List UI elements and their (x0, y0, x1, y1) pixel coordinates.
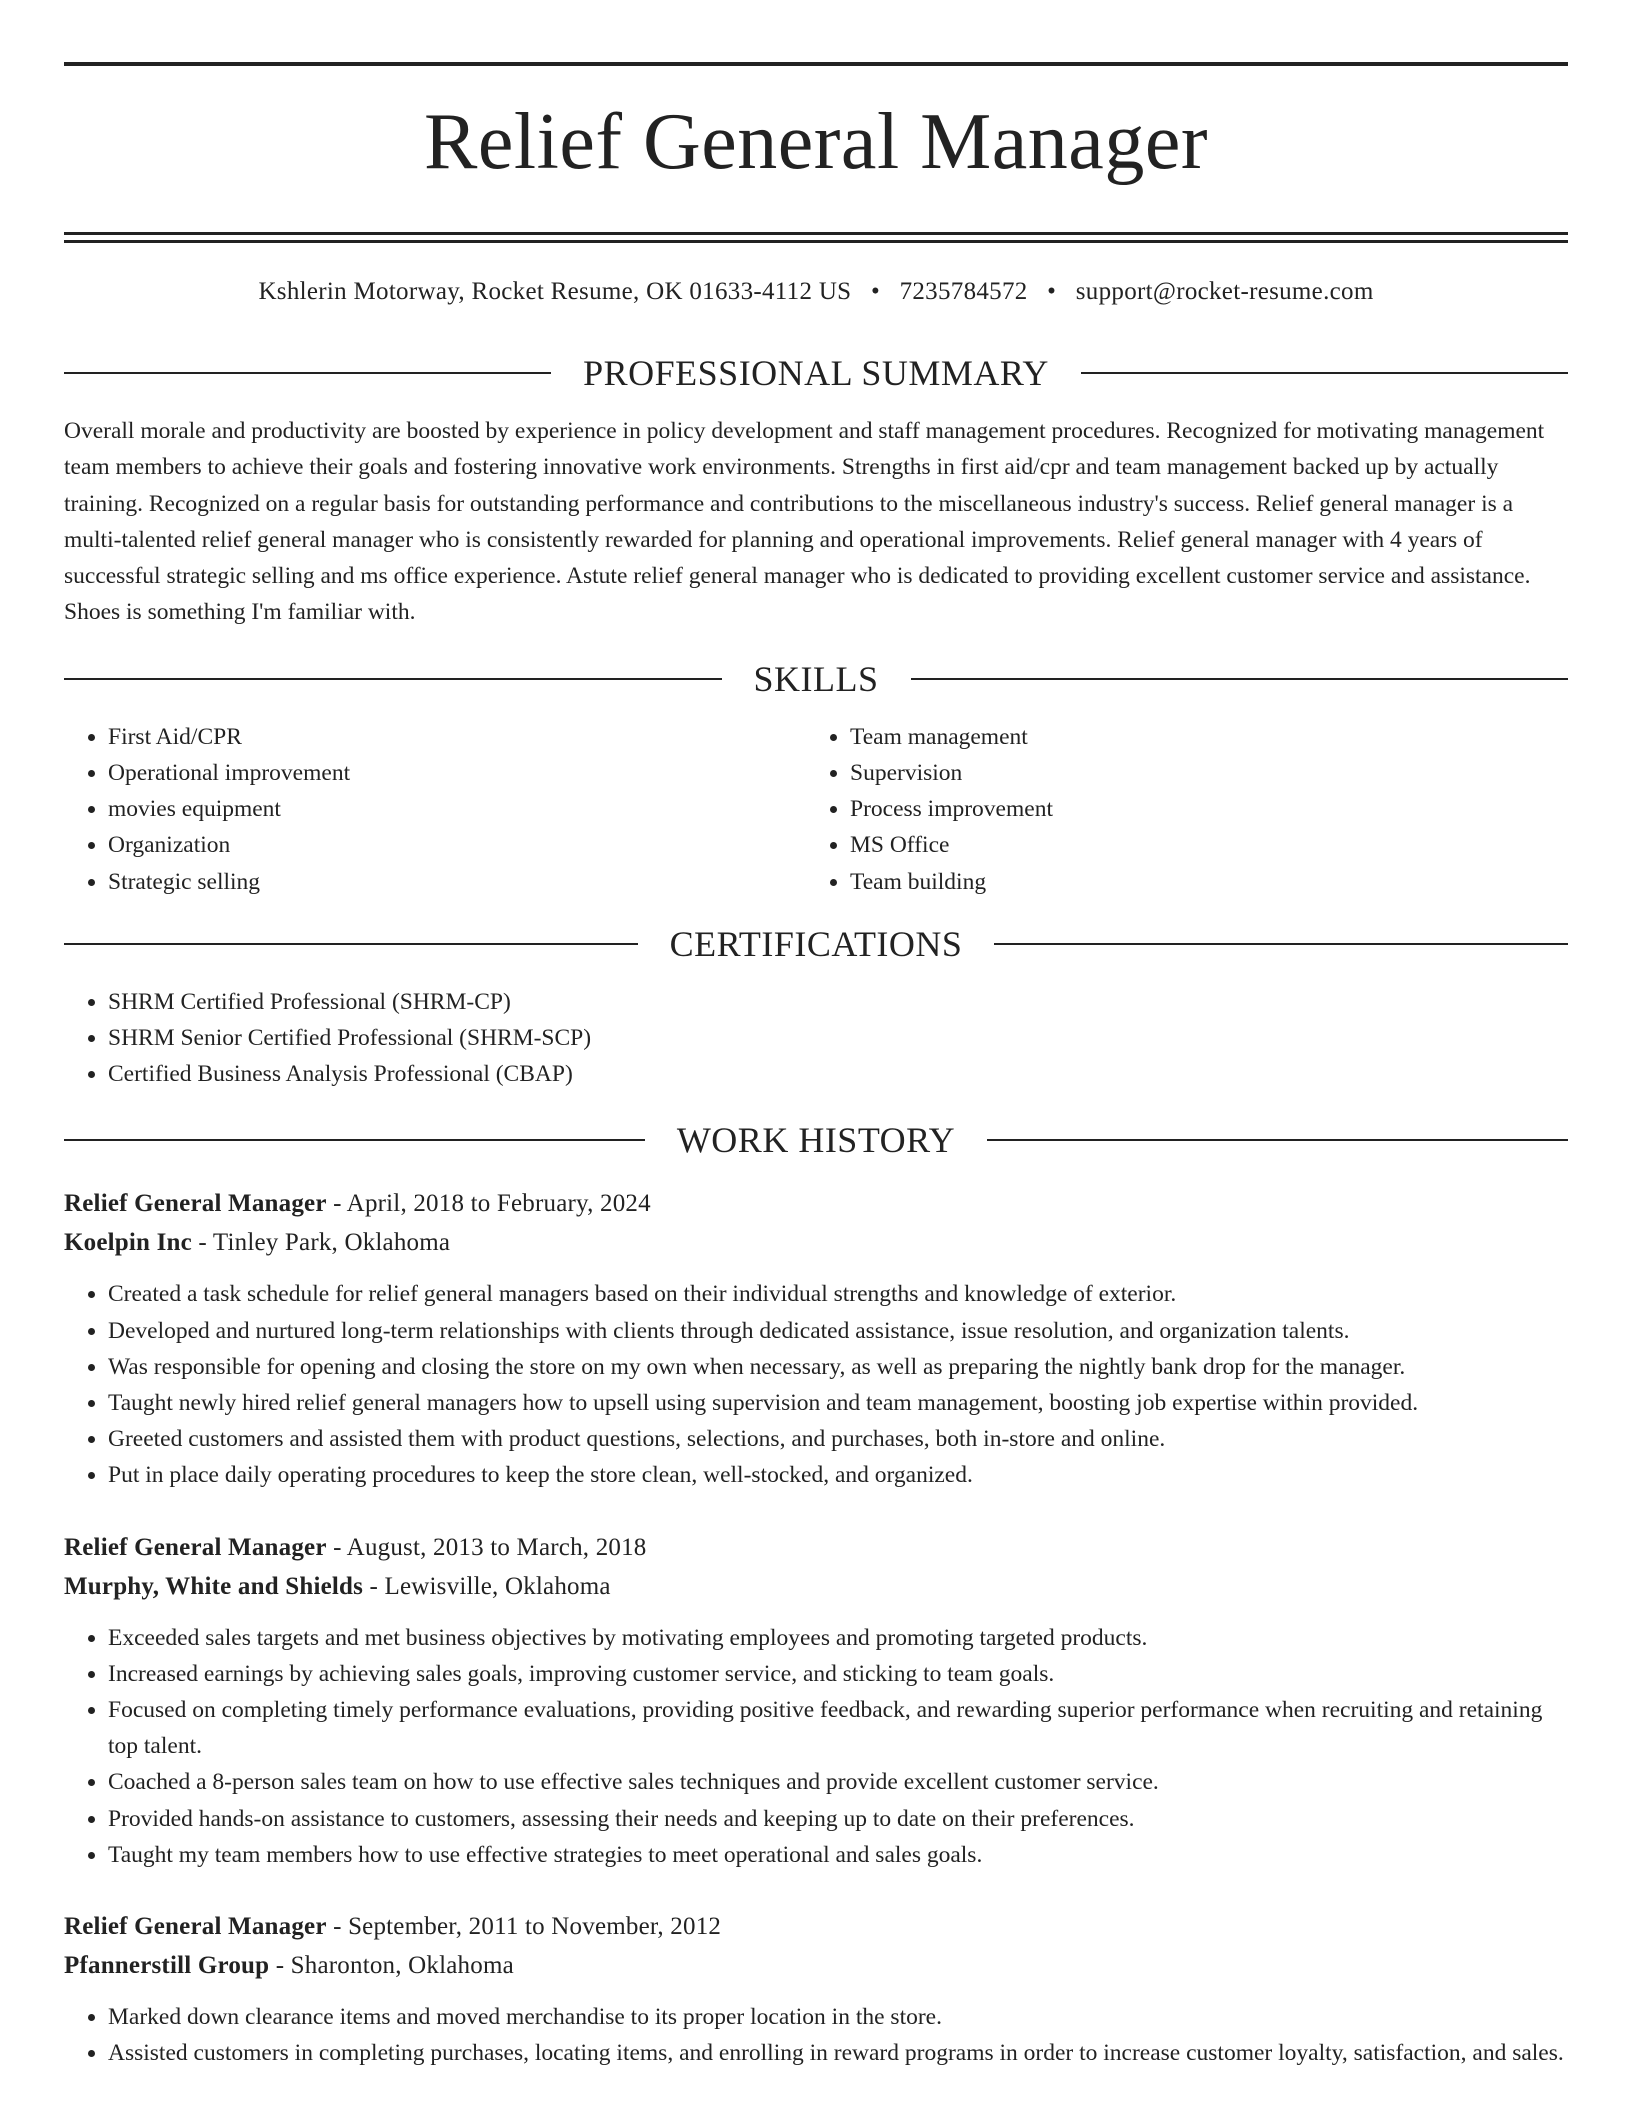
job-location: - Tinley Park, Oklahoma (191, 1229, 451, 1257)
job-bullet: • Exceeded sales targets and met business objectives by motivating employees and promoting targeted products. (108, 1620, 1568, 1656)
certification-item: • Certified Business Analysis Professional (CBAP) (108, 1056, 1568, 1092)
job-bullet: • Marked down clearance items and moved merchandise to its proper location in the store. (108, 1999, 1568, 2035)
heading-rule-left (64, 372, 551, 374)
heading-rule-left (64, 678, 722, 680)
certification-item: • SHRM Certified Professional (SHRM-CP) (108, 984, 1568, 1020)
contact-phone: 7235784572 (899, 278, 1028, 305)
job-bullets (64, 1276, 1568, 1493)
job-bullet: • Put in place daily operating procedures to keep the store clean, well-stocked, and organized. (108, 1457, 1568, 1493)
skill-item: • MS Office (850, 827, 1548, 863)
work-history-heading-label: WORK HISTORY (676, 1120, 956, 1161)
job-bullets (64, 1999, 1568, 2071)
heading-rule-left (64, 1139, 645, 1141)
job-title: Relief General Manager (64, 1190, 327, 1218)
job-title-line (64, 1528, 1568, 1567)
job-bullet: • Was responsible for opening and closing the store on my own when necessary, as well as preparing the nightly bank drop for the manager. (108, 1349, 1568, 1385)
job-bullet: • Taught newly hired relief general managers how to upsell using supervision and team management, boosting job expertise within provided. (108, 1385, 1568, 1421)
certifications-list (64, 984, 1568, 1093)
contact-email: support@rocket-resume.com (1075, 278, 1374, 305)
resume-title: Relief General Manager (424, 98, 1208, 186)
skill-item: • movies equipment (108, 791, 806, 827)
skill-item: • Team management (850, 719, 1548, 755)
certification-item: • SHRM Senior Certified Professional (SHRM-SCP) (108, 1020, 1568, 1056)
skills-heading-label: SKILLS (753, 658, 879, 699)
skill-item: • Organization (108, 827, 806, 863)
work-history-section-heading (64, 1118, 1568, 1162)
job-company: Koelpin Inc (64, 1229, 192, 1257)
heading-rule-right (994, 943, 1568, 945)
job-company: Pfannerstill Group (64, 1952, 270, 1980)
job-bullet: • Greeted customers and assisted them with product questions, selections, and purchases, both in-store and online. (108, 1421, 1568, 1457)
job-location: - Lewisville, Oklahoma (363, 1572, 611, 1600)
top-rule (64, 62, 1568, 66)
job-bullet: • Developed and nurtured long-term relationships with clients through dedicated assistance, issue resolution, and organization talents. (108, 1313, 1568, 1349)
job-bullet: • Focused on completing timely performance evaluations, providing positive feedback, and rewarding superior performance when recruiting and retaining top talent. (108, 1692, 1568, 1764)
contact-separator: • (1047, 278, 1057, 305)
job-entry (64, 1184, 1568, 1493)
skills-section-heading (64, 657, 1568, 701)
certifications-section-heading (64, 922, 1568, 966)
skill-item: • First Aid/CPR (108, 719, 806, 755)
summary-heading-label: PROFESSIONAL SUMMARY (583, 353, 1049, 393)
job-title-line (64, 1907, 1568, 1946)
skills-list-left (64, 719, 806, 900)
job-company-line (64, 1223, 1568, 1262)
skills-columns (64, 719, 1568, 900)
skill-item: • Strategic selling (108, 864, 806, 900)
job-company: Murphy, White and Shields (64, 1572, 364, 1600)
heading-rule-right (911, 678, 1569, 680)
job-company-line (64, 1946, 1568, 1985)
job-bullet: • Created a task schedule for relief general managers based on their individual strengths and knowledge of exterior. (108, 1276, 1568, 1312)
job-entry (64, 1907, 1568, 2071)
job-location: - Sharonton, Oklahoma (269, 1952, 514, 1980)
job-entry (64, 1528, 1568, 1873)
contact-separator: • (870, 278, 881, 305)
job-bullet: • Increased earnings by achieving sales goals, improving customer service, and sticking to team goals. (108, 1656, 1568, 1692)
job-bullet: • Assisted customers in completing purchases, locating items, and enrolling in reward programs in order to increase customer loyalty, satisfaction, and sales. (108, 2035, 1568, 2071)
resume-page (64, 0, 1568, 2071)
job-title: Relief General Manager (64, 1913, 327, 1941)
job-bullet: • Taught my team members how to use effective strategies to meet operational and sales goals. (108, 1837, 1568, 1873)
job-dates: - August, 2013 to March, 2018 (326, 1533, 647, 1561)
skill-item: • Team building (850, 864, 1548, 900)
heading-rule-right (987, 1139, 1568, 1141)
certifications-heading-label: CERTIFICATIONS (669, 923, 963, 964)
job-title: Relief General Manager (64, 1533, 327, 1561)
skill-item: • Supervision (850, 755, 1548, 791)
job-dates: - September, 2011 to November, 2012 (326, 1913, 722, 1941)
job-bullets (64, 1620, 1568, 1873)
job-company-line (64, 1567, 1568, 1606)
skill-item: • Operational improvement (108, 755, 806, 791)
skill-item: • Process improvement (850, 791, 1548, 827)
heading-rule-right (1081, 372, 1568, 374)
summary-text: Overall morale and productivity are boosted by experience in policy development and staff management procedures. Recognized for motivating management team members to achieve their goals and fostering innovative work environments. Strengths in first aid/cpr and team management backed up by actually training. Recognized on a regular basis for outstanding performance and contributions to the miscellaneous industry's success. Relief general manager is a multi-talented relief general manager who is consistently rewarded for planning and operational improvements. Relief general manager with 4 years of successful strategic selling and ms office experience. Astute relief general manager who is dedicated to providing excellent customer service and assistance. Shoes is something I'm familiar with. (64, 418, 1545, 626)
job-bullet: • Provided hands-on assistance to customers, assessing their needs and keeping up to date on their preferences. (108, 1801, 1568, 1837)
job-dates: - April, 2018 to February, 2024 (326, 1190, 651, 1218)
summary-section-heading (64, 351, 1568, 395)
heading-rule-left (64, 943, 638, 945)
job-bullet: • Coached a 8-person sales team on how to use effective sales techniques and provide excellent customer service. (108, 1764, 1568, 1800)
skills-list-right (806, 719, 1548, 900)
double-rule (64, 232, 1568, 235)
contact-address: Kshlerin Motorway, Rocket Resume, OK 01633-4112 US (258, 278, 852, 305)
contact-line (64, 275, 1568, 309)
job-title-line (64, 1184, 1568, 1223)
